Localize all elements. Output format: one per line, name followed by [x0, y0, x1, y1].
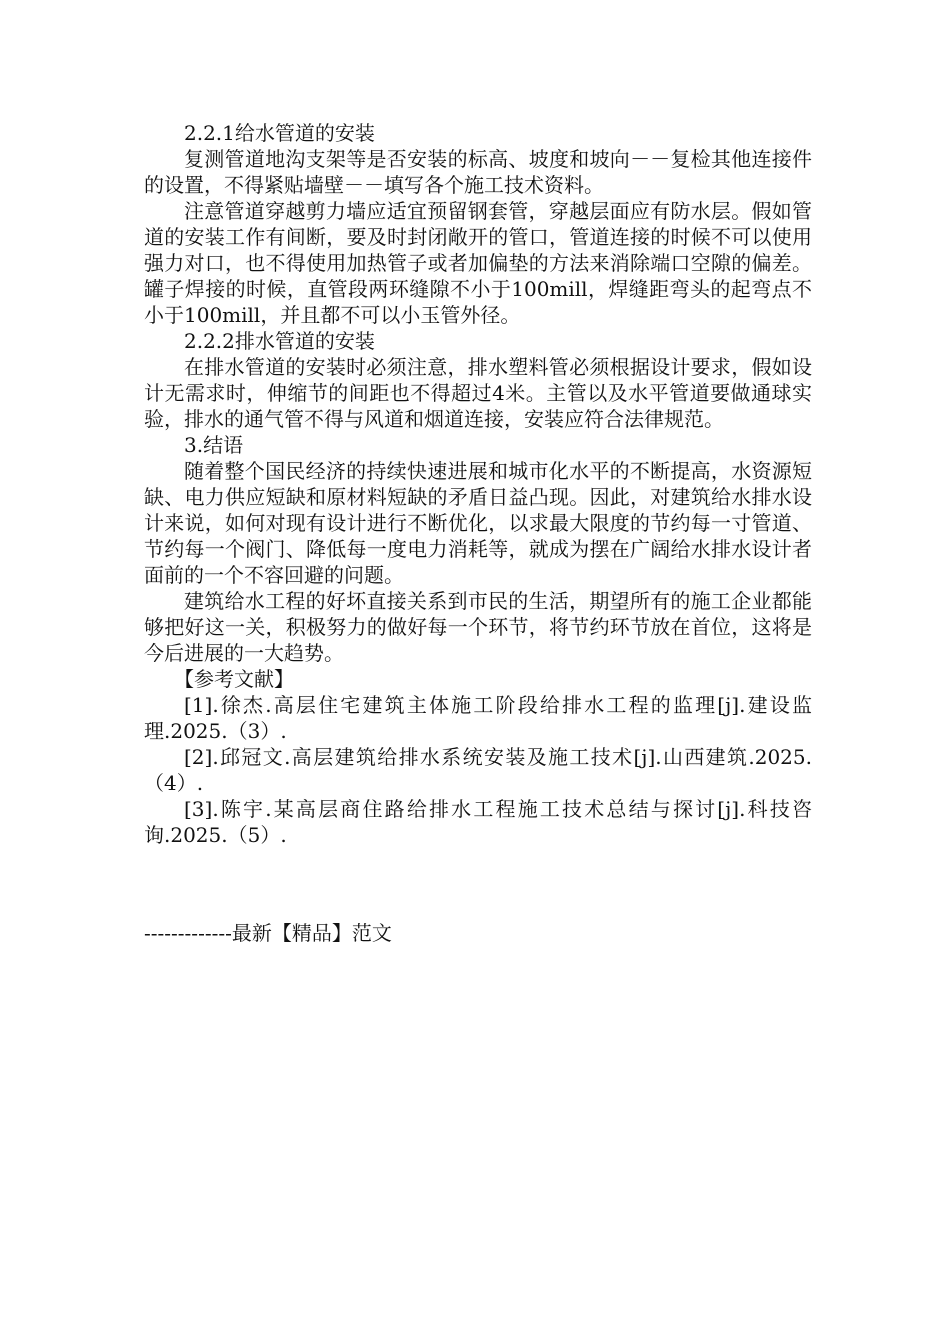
- heading-conclusion: 3.结语: [184, 433, 244, 457]
- footer-tagline: -------------最新【精品】范文: [144, 921, 392, 945]
- paragraph-conclusion-2: 建筑给水工程的好坏直接关系到市民的生活，期望所有的施工企业都能够把好这一关，积极努力的做好每一个环节，将节约环节放在首位，这将是今后进展的一大趋势。: [144, 589, 812, 665]
- paragraph-drainage: 在排水管道的安装时必须注意，排水塑料管必须根据设计要求，假如设计无需求时，伸缩节的间距也不得超过4米。主管以及水平管道要做通球实验，排水的通气管不得与风道和烟道连接，安装应符合法律规范。: [144, 355, 812, 431]
- paragraph-wall-crossing: 注意管道穿越剪力墙应适宜预留钢套管，穿越层面应有防水层。假如管道的安装工作有间断，要及时封闭敞开的管口，管道连接的时候不可以使用强力对口，也不得使用加热管子或者加偏垫的方法来消除端口空隙的偏差。罐子焊接的时候，直管段两环缝隙不小于100mill，焊缝距弯头的起弯点不小于100mill，并且都不可以小玉管外径。: [144, 199, 812, 327]
- reference-3: [3].陈宇.某高层商住路给排水工程施工技术总结与探讨[j].科技咨询.2025.（5）.: [144, 797, 812, 847]
- document-body: [144, 120, 812, 848]
- paragraph-survey: 复测管道地沟支架等是否安装的标高、坡度和坡向－－复检其他连接件的设置，不得紧贴墙壁－－填写各个施工技术资料。: [144, 147, 812, 197]
- reference-1: [1].徐杰.高层住宅建筑主体施工阶段给排水工程的监理[j].建设监理.2025.（3）.: [144, 693, 812, 743]
- reference-2: [2].邱冠文.高层建筑给排水系统安装及施工技术[j].山西建筑.2025.（4）.: [144, 745, 812, 795]
- heading-2-2-2: 2.2.2排水管道的安装: [184, 329, 375, 353]
- heading-2-2-1: 2.2.1给水管道的安装: [184, 121, 375, 145]
- references-heading: 【参考文献】: [174, 667, 294, 691]
- paragraph-conclusion-1: 随着整个国民经济的持续快速进展和城市化水平的不断提高，水资源短缺、电力供应短缺和原材料短缺的矛盾日益凸现。因此，对建筑给水排水设计来说，如何对现有设计进行不断优化，以求最大限度的节约每一寸管道、节约每一个阀门、降低每一度电力消耗等，就成为摆在广阔给水排水设计者面前的一个不容回避的问题。: [144, 459, 812, 587]
